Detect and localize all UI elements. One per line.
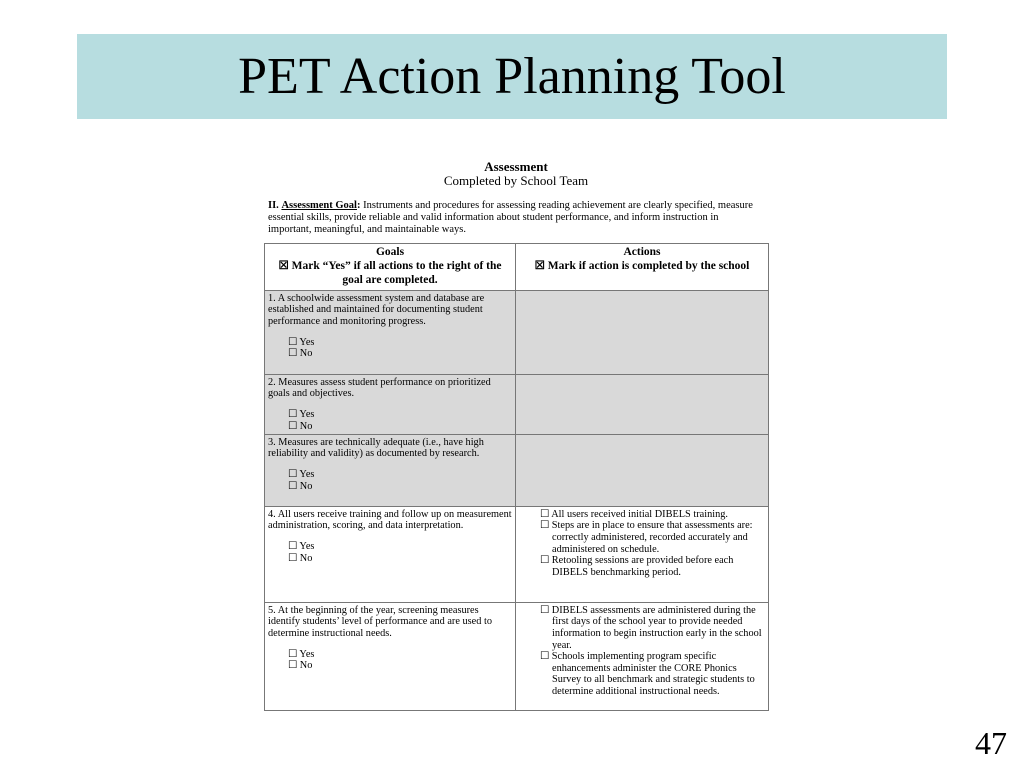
goal-description: II. Assessment Goal: Instruments and procedures for assessing reading achievement are clearly specified, measure essential skills, provide reliable and valid information about student performance, and inform instruction in important, meaningful, and maintainable ways. bbox=[268, 200, 753, 235]
action-checkbox-item[interactable]: ☐ DIBELS assessments are administered during the first days of the school year to provide needed information to begin instruction early in the school year. bbox=[540, 604, 762, 651]
actions-cell bbox=[516, 290, 769, 374]
goals-title: Goals bbox=[375, 246, 405, 259]
actions-cell bbox=[516, 374, 769, 434]
goal-text: 1. A schoolwide assessment system and database are established and maintained for documenting student performance and monitoring progress. bbox=[268, 292, 485, 327]
goal-name: Assessment Goal bbox=[281, 200, 357, 212]
yes-checkbox[interactable]: ☐ Yes bbox=[288, 468, 315, 480]
goal-cell bbox=[265, 602, 516, 710]
table-row bbox=[265, 374, 769, 434]
no-checkbox[interactable]: ☐ No bbox=[288, 552, 313, 564]
yes-checkbox[interactable]: ☐ Yes bbox=[288, 336, 315, 348]
table-row bbox=[265, 602, 769, 710]
yes-checkbox[interactable]: ☐ Yes bbox=[288, 648, 315, 660]
no-checkbox[interactable]: ☐ No bbox=[288, 420, 313, 432]
slide-number: 47 bbox=[975, 725, 1007, 761]
document-subheading: Completed by School Team bbox=[443, 173, 589, 189]
yes-checkbox[interactable]: ☐ Yes bbox=[288, 408, 315, 420]
goal-text: 4. All users receive training and follow up on measurement administration, scoring, and data interpretation. bbox=[268, 508, 512, 532]
planning-table bbox=[264, 243, 769, 710]
document-heading: Assessment bbox=[484, 159, 548, 174]
goal-cell bbox=[265, 506, 516, 602]
yes-checkbox[interactable]: ☐ Yes bbox=[288, 540, 315, 552]
action-checkbox-item[interactable]: ☐ Schools implementing program specific enhancements administer the CORE Phonics Survey to all benchmark and strategic students to determine additional instructional needs. bbox=[540, 651, 755, 698]
table-row bbox=[265, 290, 769, 374]
no-checkbox[interactable]: ☐ No bbox=[288, 660, 313, 672]
table-row bbox=[265, 506, 769, 602]
actions-cell bbox=[516, 602, 769, 710]
action-checkbox-item[interactable]: ☐ Steps are in place to ensure that assessments are: correctly administered, recorded accurately and administered on schedule. bbox=[540, 520, 753, 555]
actions-note: ☒ Mark if action is completed by the school bbox=[534, 260, 750, 273]
actions-title: Actions bbox=[623, 246, 661, 259]
goal-text: 5. At the beginning of the year, screening measures identify students’ level of performance and are used to determine instructional needs. bbox=[268, 604, 492, 639]
goal-text: 2. Measures assess student performance on prioritized goals and objectives. bbox=[268, 376, 491, 400]
no-checkbox[interactable]: ☐ No bbox=[288, 348, 313, 360]
title-bar bbox=[77, 34, 947, 119]
table-header-row bbox=[265, 244, 769, 290]
goals-note: ☒ Mark “Yes” if all actions to the right of the goal are completed. bbox=[278, 260, 502, 286]
slide-title: PET Action Planning Tool bbox=[238, 47, 786, 105]
actions-cell bbox=[516, 434, 769, 506]
table-row bbox=[265, 434, 769, 506]
actions-cell bbox=[516, 506, 769, 602]
goal-label: II. bbox=[268, 200, 279, 212]
goal-cell bbox=[265, 434, 516, 506]
actions-column-header bbox=[516, 244, 769, 290]
goal-cell bbox=[265, 374, 516, 434]
goal-cell bbox=[265, 290, 516, 374]
document-header bbox=[264, 160, 768, 188]
action-checkbox-item[interactable]: ☐ All users received initial DIBELS training. bbox=[540, 508, 728, 520]
goal-text: Instruments and procedures for assessing reading achievement are clearly specified, measure essential skills, provide reliable and valid information about student performance, and inform instruction in important, meaningful, and maintainable ways. bbox=[268, 200, 753, 235]
goals-column-header bbox=[265, 244, 516, 290]
goal-text: 3. Measures are technically adequate (i.e., have high reliability and validity) as documented by research. bbox=[268, 436, 484, 460]
assessment-document bbox=[264, 160, 768, 720]
action-checkbox-item[interactable]: ☐ Retooling sessions are provided before each DIBELS benchmarking period. bbox=[540, 555, 734, 578]
no-checkbox[interactable]: ☐ No bbox=[288, 480, 313, 492]
